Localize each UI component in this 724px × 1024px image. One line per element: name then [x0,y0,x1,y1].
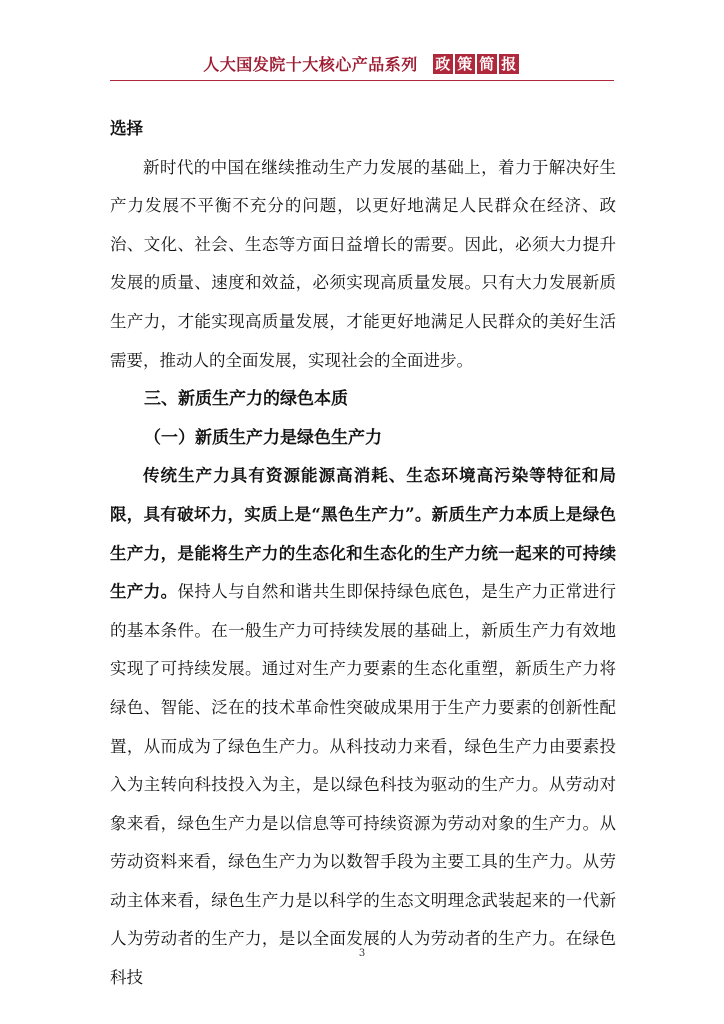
brand-logo [433,54,521,74]
paragraph-continuation: 选择 [110,119,143,138]
subsection-heading: （一）新质生产力是绿色生产力 [144,427,382,448]
paragraph [110,457,616,997]
series-title: 人大国发院十大核心产品系列 [203,55,418,74]
section-heading: 三、新质生产力的绿色本质 [144,389,348,410]
paragraph-bold-lead: 传统生产力具有资源能源高消耗、生态环境高污染等特征和局限，具有破坏力，实质上是“黑色生产力”。新质生产力本质上是绿色生产力，是能将生产力的生态化和生态化的生产力统一起来的可持续生产力。 [110,466,616,602]
brand-char: 报 [499,54,519,74]
brand-char: 策 [455,54,475,74]
paragraph: 新时代的中国在继续推动生产力发展的基础上，着力于解决好生产力发展不平衡不充分的问题，以更好地满足人民群众在经济、政治、文化、社会、生态等方面日益增长的需要。因此，必须大力提升发展的质量、速度和效益，必须实现高质量发展。只有大力发展新质生产力，才能实现高质量发展，才能更好地满足人民群众的美好生活需要，推动人的全面发展，实现社会的全面进步。 [110,157,616,370]
document-body [110,110,616,998]
page-header [110,52,614,80]
page-number: 3 [358,948,366,959]
brand-char: 简 [477,54,497,74]
paragraph-body: 保持人与自然和谐共生即保持绿色底色，是生产力正常进行的基本条件。在一般生产力可持续发展的基础上，新质生产力有效地实现了可持续发展。通过对生产力要素的生态化重塑，新质生产力将绿色、智能、泛在的技术革命性突破成果用于生产力要素的创新性配置，从而成为了绿色生产力。从科技动力来看，绿色生产力由要素投入为主转向科技投入为主，是以绿色科技为驱动的生产力。从劳动对象来看，绿色生产力是以信息等可持续资源为劳动对象的生产力。从劳动资料来看，绿色生产力为以数智手段为主要工具的生产力。从劳动主体来看，绿色生产力是以科学的生态文明理念武装起来的一代新人为劳动者的生产力，是以全面发展的人为劳动者的生产力。在绿色科技 [110,582,617,988]
brand-char: 政 [433,54,453,74]
header-divider [110,80,614,81]
